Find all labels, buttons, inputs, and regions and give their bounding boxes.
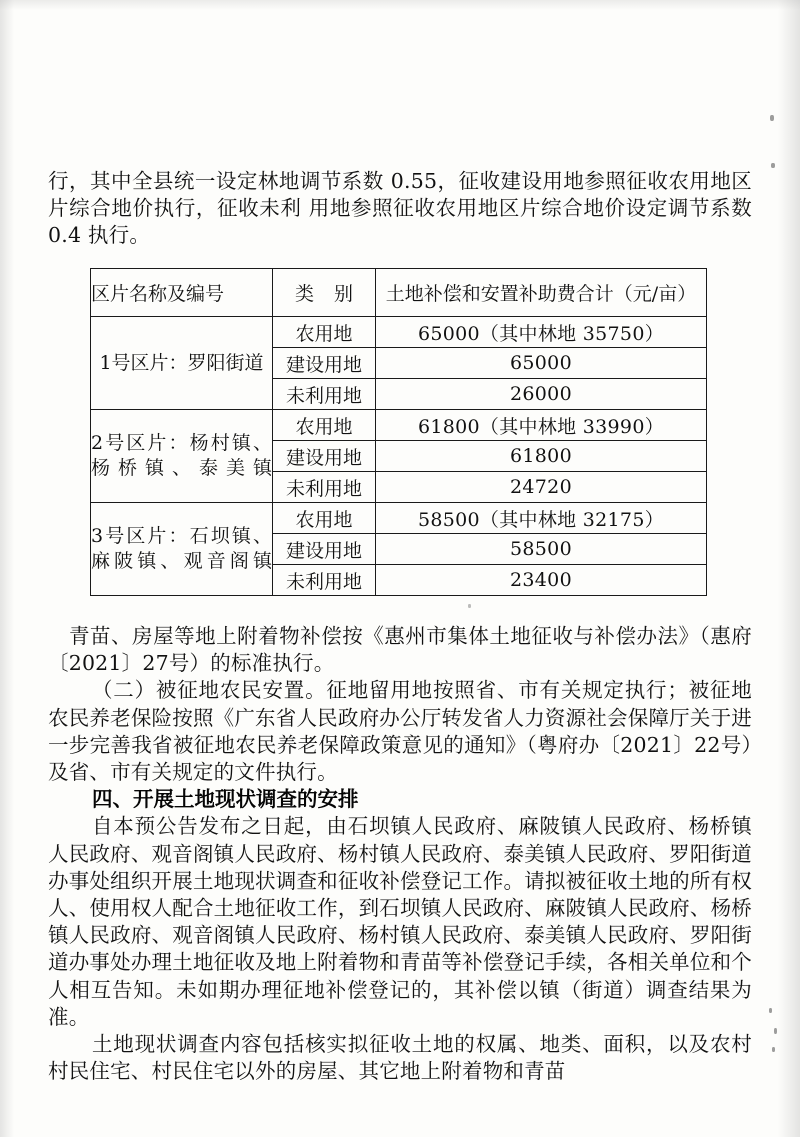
paragraph-survey-arrangement: 自本预公告发布之日起，由石坝镇人民政府、麻陂镇人民政府、杨桥镇人民政府、观音阁镇人民政府、杨村镇人民政府、泰美镇人民政府、罗阳街道办事处组织开展土地现状调查和征收补偿登记工作。请拟被征收土地的所有权人、使用权人配合土地征收工作，到石坝镇人民政府、麻陂镇人民政府、杨桥镇人民政府、观音阁镇人民政府、杨村镇人民政府、泰美镇人民政府、罗阳街道办事处办理土地征收及地上附着物和青苗等补偿登记手续，各相关单位和个人相互告知。未如期办理征地补偿登记的，其补偿以镇（街道）调查结果为准。 <box>48 814 752 1029</box>
category-cell: 未利用地 <box>273 379 376 410</box>
value-cell: 65000（其中林地 35750） <box>376 317 707 348</box>
value-cell: 58500（其中林地 32175） <box>376 503 707 534</box>
value-cell: 61800 <box>376 441 707 472</box>
category-cell: 农用地 <box>273 503 376 534</box>
category-cell: 建设用地 <box>273 348 376 379</box>
value-cell: 23400 <box>376 565 707 596</box>
table-row <box>91 410 707 441</box>
category-cell: 农用地 <box>273 410 376 441</box>
scan-speck <box>772 1047 775 1052</box>
column-header-zone: 区片名称及编号 <box>91 269 273 317</box>
scan-speck <box>769 1008 772 1013</box>
zone-name-line: 1号区片：罗阳街道 <box>99 351 264 374</box>
scan-speck <box>774 1028 777 1034</box>
scan-speck <box>770 115 774 121</box>
value-cell: 61800（其中林地 33990） <box>376 410 707 441</box>
scan-edge-top <box>0 0 800 10</box>
zone-name-line: 杨桥镇、泰美镇 <box>91 457 272 479</box>
zone-name-cell <box>91 410 273 503</box>
category-cell: 农用地 <box>273 317 376 348</box>
zone-name-line: 2号区片：杨村镇、 <box>91 432 272 454</box>
value-cell: 65000 <box>376 348 707 379</box>
scan-speck <box>771 163 775 168</box>
paragraph-intro: 行，其中全县统一设定林地调节系数 0.55，征收建设用地参照征收农用地区片综合地价执行，征收未利 用地参照征收农用地区片综合地价设定调节系数 0.4 执行。 <box>48 169 752 248</box>
zone-name-cell <box>91 317 273 410</box>
paragraph-crop-house-compensation: 青苗、房屋等地上附着物补偿按《惠州市集体土地征收与补偿办法》（惠府〔2021〕27号）的标准执行。 <box>48 624 752 676</box>
scan-edge-right <box>778 0 800 1137</box>
column-header-category: 类 别 <box>273 269 376 317</box>
value-cell: 26000 <box>376 379 707 410</box>
column-header-value: 土地补偿和安置补助费合计（元/亩） <box>376 269 707 317</box>
paragraph-farmer-resettlement: （二）被征地农民安置。征地留用地按照省、市有关规定执行；被征地农民养老保险按照《广东省人民政府办公厅转发省人力资源社会保障厅关于进一步完善我省被征地农民养老保障政策意见的通知》（粤府办〔2021〕22号）及省、市有关规定的文件执行。 <box>48 678 752 785</box>
compensation-table <box>90 268 707 596</box>
intro-paragraph-block <box>48 168 752 250</box>
section-heading-four: 四、开展土地现状调查的安排 <box>92 787 359 812</box>
category-cell: 未利用地 <box>273 565 376 596</box>
zone-name-line: 麻陂镇、观音阁镇 <box>91 550 272 572</box>
paragraph-survey-content: 土地现状调查内容包括核实拟征收土地的权属、地类、面积，以及农村村民住宅、村民住宅以外的房屋、其它地上附着物和青苗 <box>48 1032 752 1084</box>
value-cell: 58500 <box>376 534 707 565</box>
category-cell: 未利用地 <box>273 472 376 503</box>
compensation-table-wrapper <box>90 268 706 596</box>
category-cell: 建设用地 <box>273 441 376 472</box>
table-header-row <box>91 269 707 317</box>
scan-speck <box>468 604 471 608</box>
table-row <box>91 503 707 534</box>
value-cell: 24720 <box>376 472 707 503</box>
zone-name-line: 3号区片：石坝镇、 <box>91 525 272 547</box>
table-row <box>91 317 707 348</box>
category-cell: 建设用地 <box>273 534 376 565</box>
zone-name-cell <box>91 503 273 596</box>
scan-edge-left <box>0 0 14 1137</box>
post-table-paragraph-block <box>48 623 752 1085</box>
